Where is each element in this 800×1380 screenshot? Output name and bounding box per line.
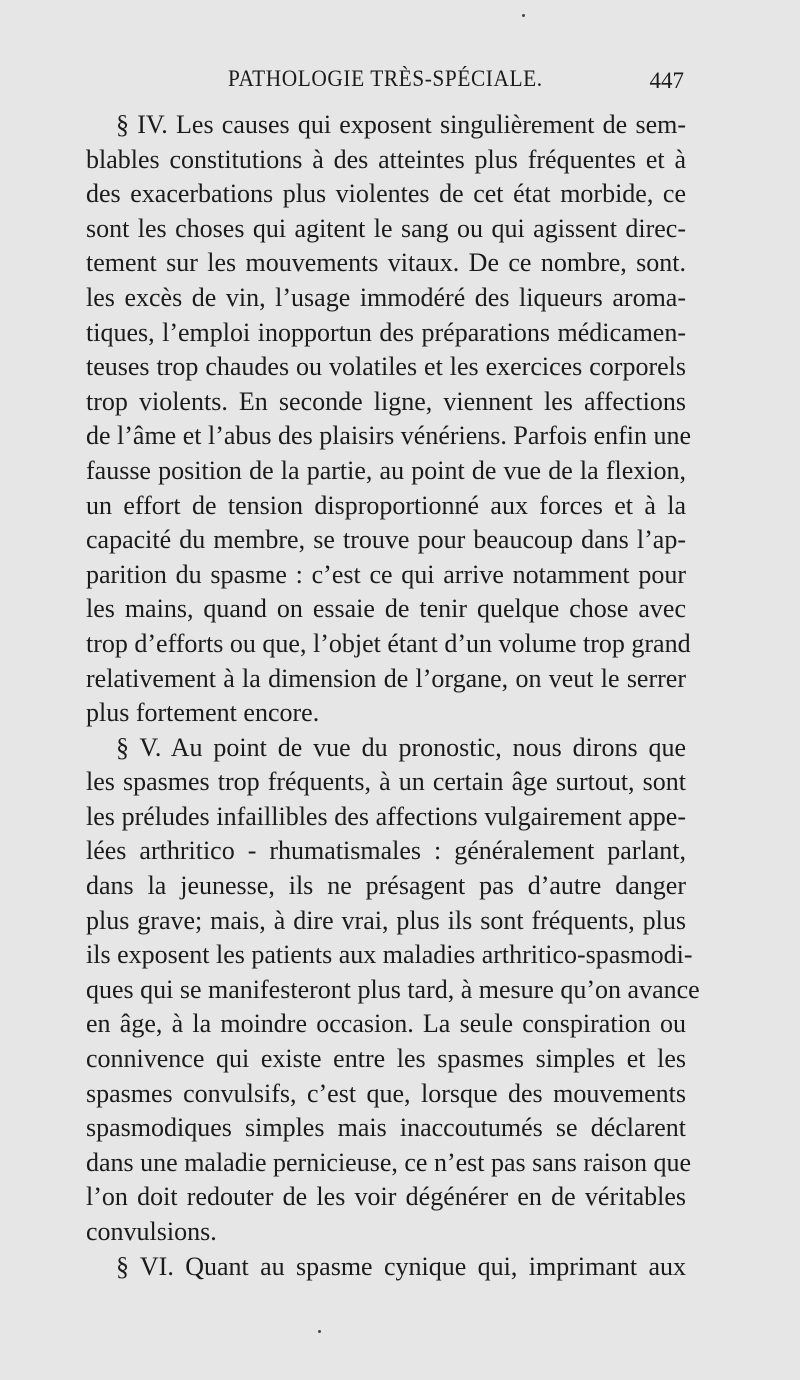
text-line: teuses trop chaudes ou volatiles et les exercices corporels [86,352,686,382]
page-number: 447 [649,68,684,93]
text-line: blables constitutions à des atteintes plus fréquentes et à [86,144,686,174]
text-line: spasmes convulsifs, c’est que, lorsque des mouvements [86,1078,686,1108]
text-line: les spasmes trop fréquents, à un certain âge surtout, sont [86,767,686,797]
text-line: tiques, l’emploi inopportun des préparations médicamen- [86,317,686,347]
text-line: sont les choses qui agitent le sang ou qui agissent direc- [86,213,686,243]
text-line: lées arthritico - rhumatismales : généralement parlant, [86,836,686,866]
text-line: de l’âme et l’abus des plaisirs vénériens. Parfois enfin une [86,421,692,451]
paper-speck [522,14,525,17]
text-line: les préludes infaillibles des affections vulgairement appe- [86,801,686,831]
text-line: l’on doit redouter de les voir dégénérer en de véritables [86,1182,686,1212]
page-header [228,66,688,100]
text-line: trop d’efforts ou que, l’objet étant d’un volume trop grand [86,628,691,658]
text-line: connivence qui existe entre les spasmes simples et les [86,1044,686,1074]
text-line: § V. Au point de vue du pronostic, nous dirons que [116,732,686,762]
text-line: des exacerbations plus violentes de cet état morbide, ce [86,179,686,209]
text-line: tement sur les mouvements vitaux. De ce nombre, sont. [86,248,686,278]
text-line: trop violents. En seconde ligne, viennent les affections [86,386,686,416]
text-line: dans la jeunesse, ils ne présagent pas d’autre danger [86,871,686,901]
running-head: PATHOLOGIE TRÈS-SPÉCIALE. [228,66,543,91]
text-line: ques qui se manifesteront plus tard, à mesure qu’on avance [86,974,700,1004]
text-line: ils exposent les patients aux maladies arthritico-spasmodi- [86,940,693,970]
text-line: les mains, quand on essaie de tenir quelque chose avec [86,594,686,624]
text-line: les excès de vin, l’usage immodéré des liqueurs aroma- [86,282,686,312]
text-line: relativement à la dimension de l’organe, on veut le serrer [86,663,686,693]
text-line: capacité du membre, se trouve pour beaucoup dans l’ap- [86,525,686,555]
text-line: parition du spasme : c’est ce qui arrive notamment pour [86,559,686,589]
text-line: en âge, à la moindre occasion. La seule conspiration ou [86,1009,686,1039]
paper-speck [318,1330,321,1333]
text-line: plus grave; mais, à dire vrai, plus ils sont fréquents, plus [86,905,686,935]
text-line: plus fortement encore. [86,698,320,728]
text-line: dans une maladie pernicieuse, ce n’est pas sans raison que [86,1147,692,1177]
text-line: § IV. Les causes qui exposent singulièrement de sem- [116,110,686,139]
text-line: spasmodiques simples mais inaccoutumés se déclarent [86,1113,686,1143]
text-line: un effort de tension disproportionné aux forces et à la [86,490,686,520]
text-line: fausse position de la partie, au point de vue de la flexion, [86,455,686,485]
text-line: § VI. Quant au spasme cynique qui, imprimant aux [116,1251,686,1281]
text-line: convulsions. [86,1217,217,1246]
body-text [86,108,700,1284]
